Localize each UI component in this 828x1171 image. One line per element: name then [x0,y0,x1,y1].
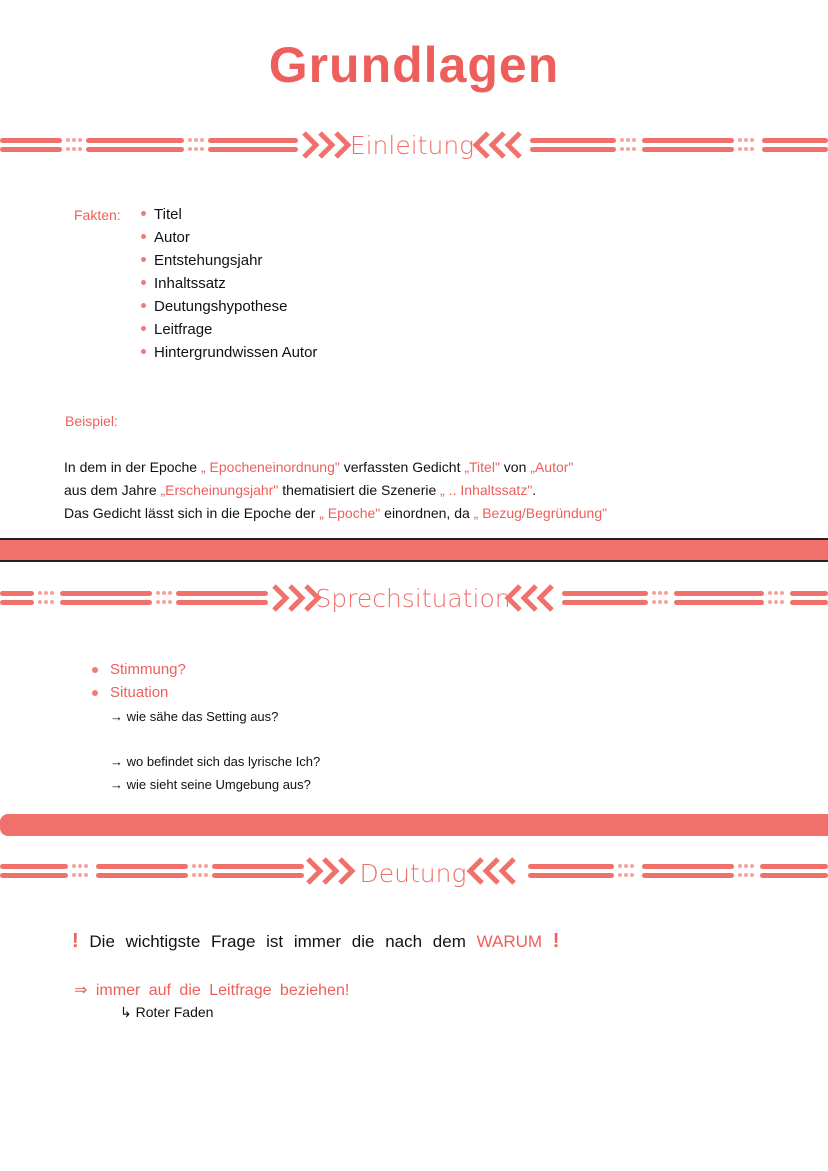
fakten-list [138,205,317,366]
sub-item: → wie sieht seine Umgebung aus? [110,777,311,792]
page-title: Grundlagen [268,37,560,93]
fakten-label: Fakten: [74,207,121,223]
list-item: Situation [92,684,186,707]
text: Die wichtigste Frage ist immer die nach dem [89,932,477,951]
beispiel-label: Beispiel: [65,413,118,429]
beispiel-line-1 [64,456,804,479]
placeholder-bezug: „ Bezug/Begründung" [473,505,608,521]
beispiel-line-2 [64,479,804,502]
placeholder-inhaltssatz: „ .. Inhaltssatz" [440,482,533,498]
list-item: Autor [138,228,317,251]
text: Das Gedicht lässt sich in die Epoche der [64,505,320,521]
section-divider [0,538,828,562]
roter-faden: ↳ Roter Faden [120,1004,214,1020]
section-header-sprechsituation [0,579,828,619]
section-title-einleitung: Einleitung [349,131,475,160]
sub-item: → wo befindet sich das lyrische Ich? [110,754,321,769]
beispiel-line-3 [64,502,804,525]
text: In dem in der Epoche [64,459,201,475]
section-title-deutung: Deutung [359,859,467,888]
placeholder-epocheneinordnung: „ Epocheneinordnung" [200,459,340,475]
wichtigste-frage [72,930,559,953]
warum-highlight: WARUM [476,932,543,951]
list-item: Titel [138,205,317,228]
beispiel-text [64,456,804,525]
sprechsituation-list [92,661,186,707]
leitfrage-hinweis: ⇒ immer auf die Leitfrage beziehen! [74,982,350,999]
text: verfassten Gedicht [339,459,465,475]
section-header-deutung [0,852,828,892]
section-divider [0,814,828,836]
list-item: Hintergrundwissen Autor [138,343,317,366]
section-title-sprechsituation: Sprechsituation [315,584,511,613]
exclamation-icon: ! [552,930,560,952]
placeholder-autor: „Autor" [530,459,574,475]
list-item: Deutungshypothese [138,297,317,320]
text: einordnen, da [380,505,474,521]
text: thematisiert die Szenerie [278,482,441,498]
list-item: Leitfrage [138,320,317,343]
placeholder-erscheinungsjahr: „Erscheinungsjahr" [160,482,279,498]
list-item: Inhaltssatz [138,274,317,297]
placeholder-titel: „Titel" [464,459,500,475]
list-item: Stimmung? [92,661,186,684]
placeholder-epoche: „ Epoche" [319,505,381,521]
text: von [499,459,531,475]
section-header-einleitung [0,126,828,166]
text: . [532,482,537,498]
text: aus dem Jahre [64,482,161,498]
sub-item: → wie sähe das Setting aus? [110,709,279,724]
exclamation-icon: ! [72,930,79,952]
list-item: Entstehungsjahr [138,251,317,274]
